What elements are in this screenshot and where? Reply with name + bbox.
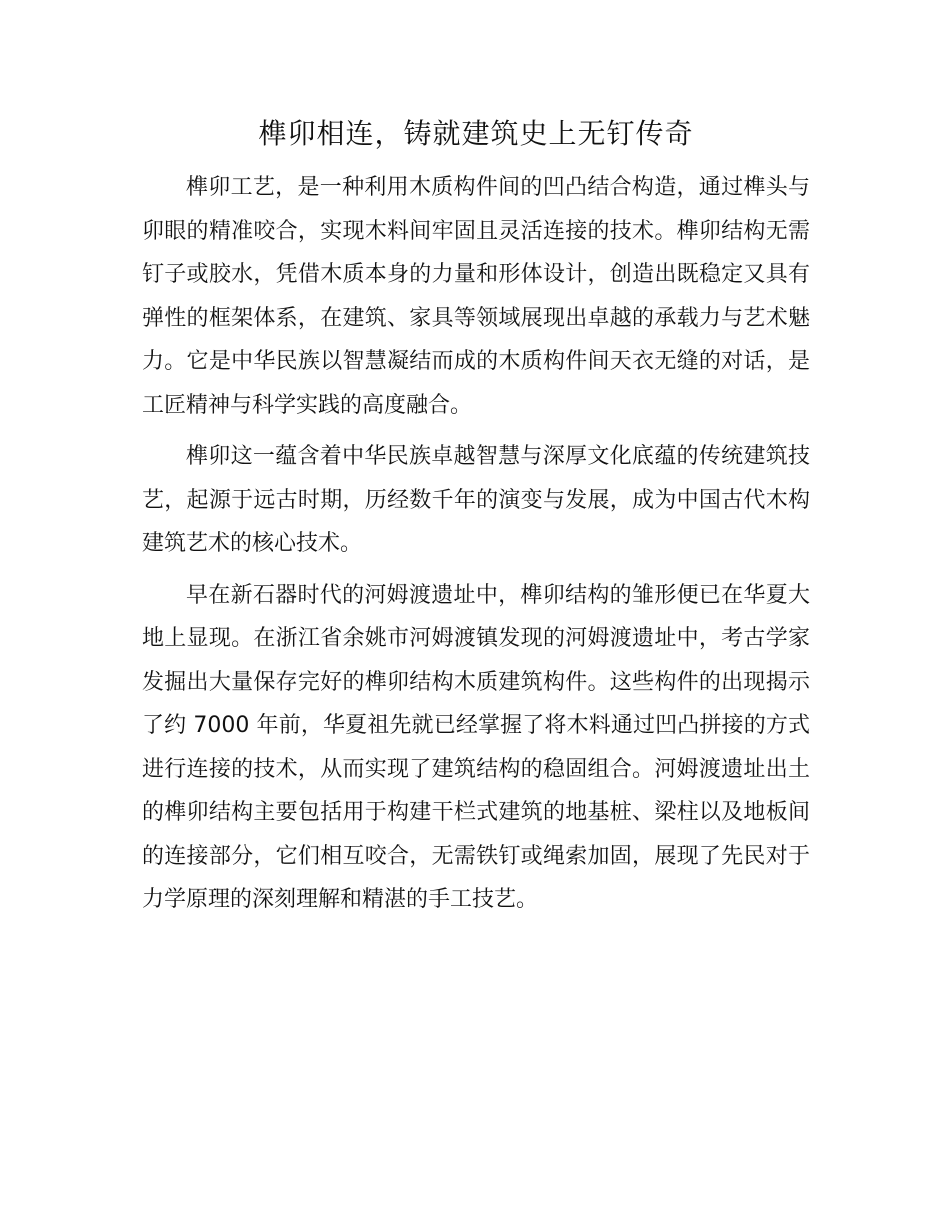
document-title: 榫卯相连，铸就建筑史上无钉传奇 (258, 117, 694, 150)
paragraph-origin: 榫卯这一蕴含着中华民族卓越智慧与深厚文化底蕴的传统建筑技艺，起源于远古时期，历经数千年的演变与发展，成为中国古代木构建筑艺术的核心技术。 (142, 444, 810, 556)
document-page (142, 112, 810, 922)
paragraph-intro: 榫卯工艺，是一种利用木质构件间的凹凸结合构造，通过榫头与卯眼的精准咬合，实现木料间牢固且灵活连接的技术。榫卯结构无需钉子或胶水，凭借木质本身的力量和形体设计，创造出既稳定又具有弹性的框架体系，在建筑、家具等领域展现出卓越的承载力与艺术魅力。它是中华民族以智慧凝结而成的木质构件间天衣无缝的对话，是工匠精神与科学实践的高度融合。 (142, 175, 810, 418)
paragraph-hemudu: 早在新石器时代的河姆渡遗址中，榫卯结构的雏形便已在华夏大地上显现。在浙江省余姚市河姆渡镇发现的河姆渡遗址中，考古学家发掘出大量保存完好的榫卯结构木质建筑构件。这些构件的出现揭示了约 7000 年前，华夏祖先就已经掌握了将木料通过凹凸拼接的方式进行连接的技术，从而实现了建筑结构的稳固组合。河姆渡遗址出土的榫卯结构主要包括用于构建干栏式建筑的地基桩、梁柱以及地板间的连接部分，它们相互咬合，无需铁钉或绳索加固，展现了先民对于力学原理的深刻理解和精湛的手工技艺。 (142, 582, 810, 912)
